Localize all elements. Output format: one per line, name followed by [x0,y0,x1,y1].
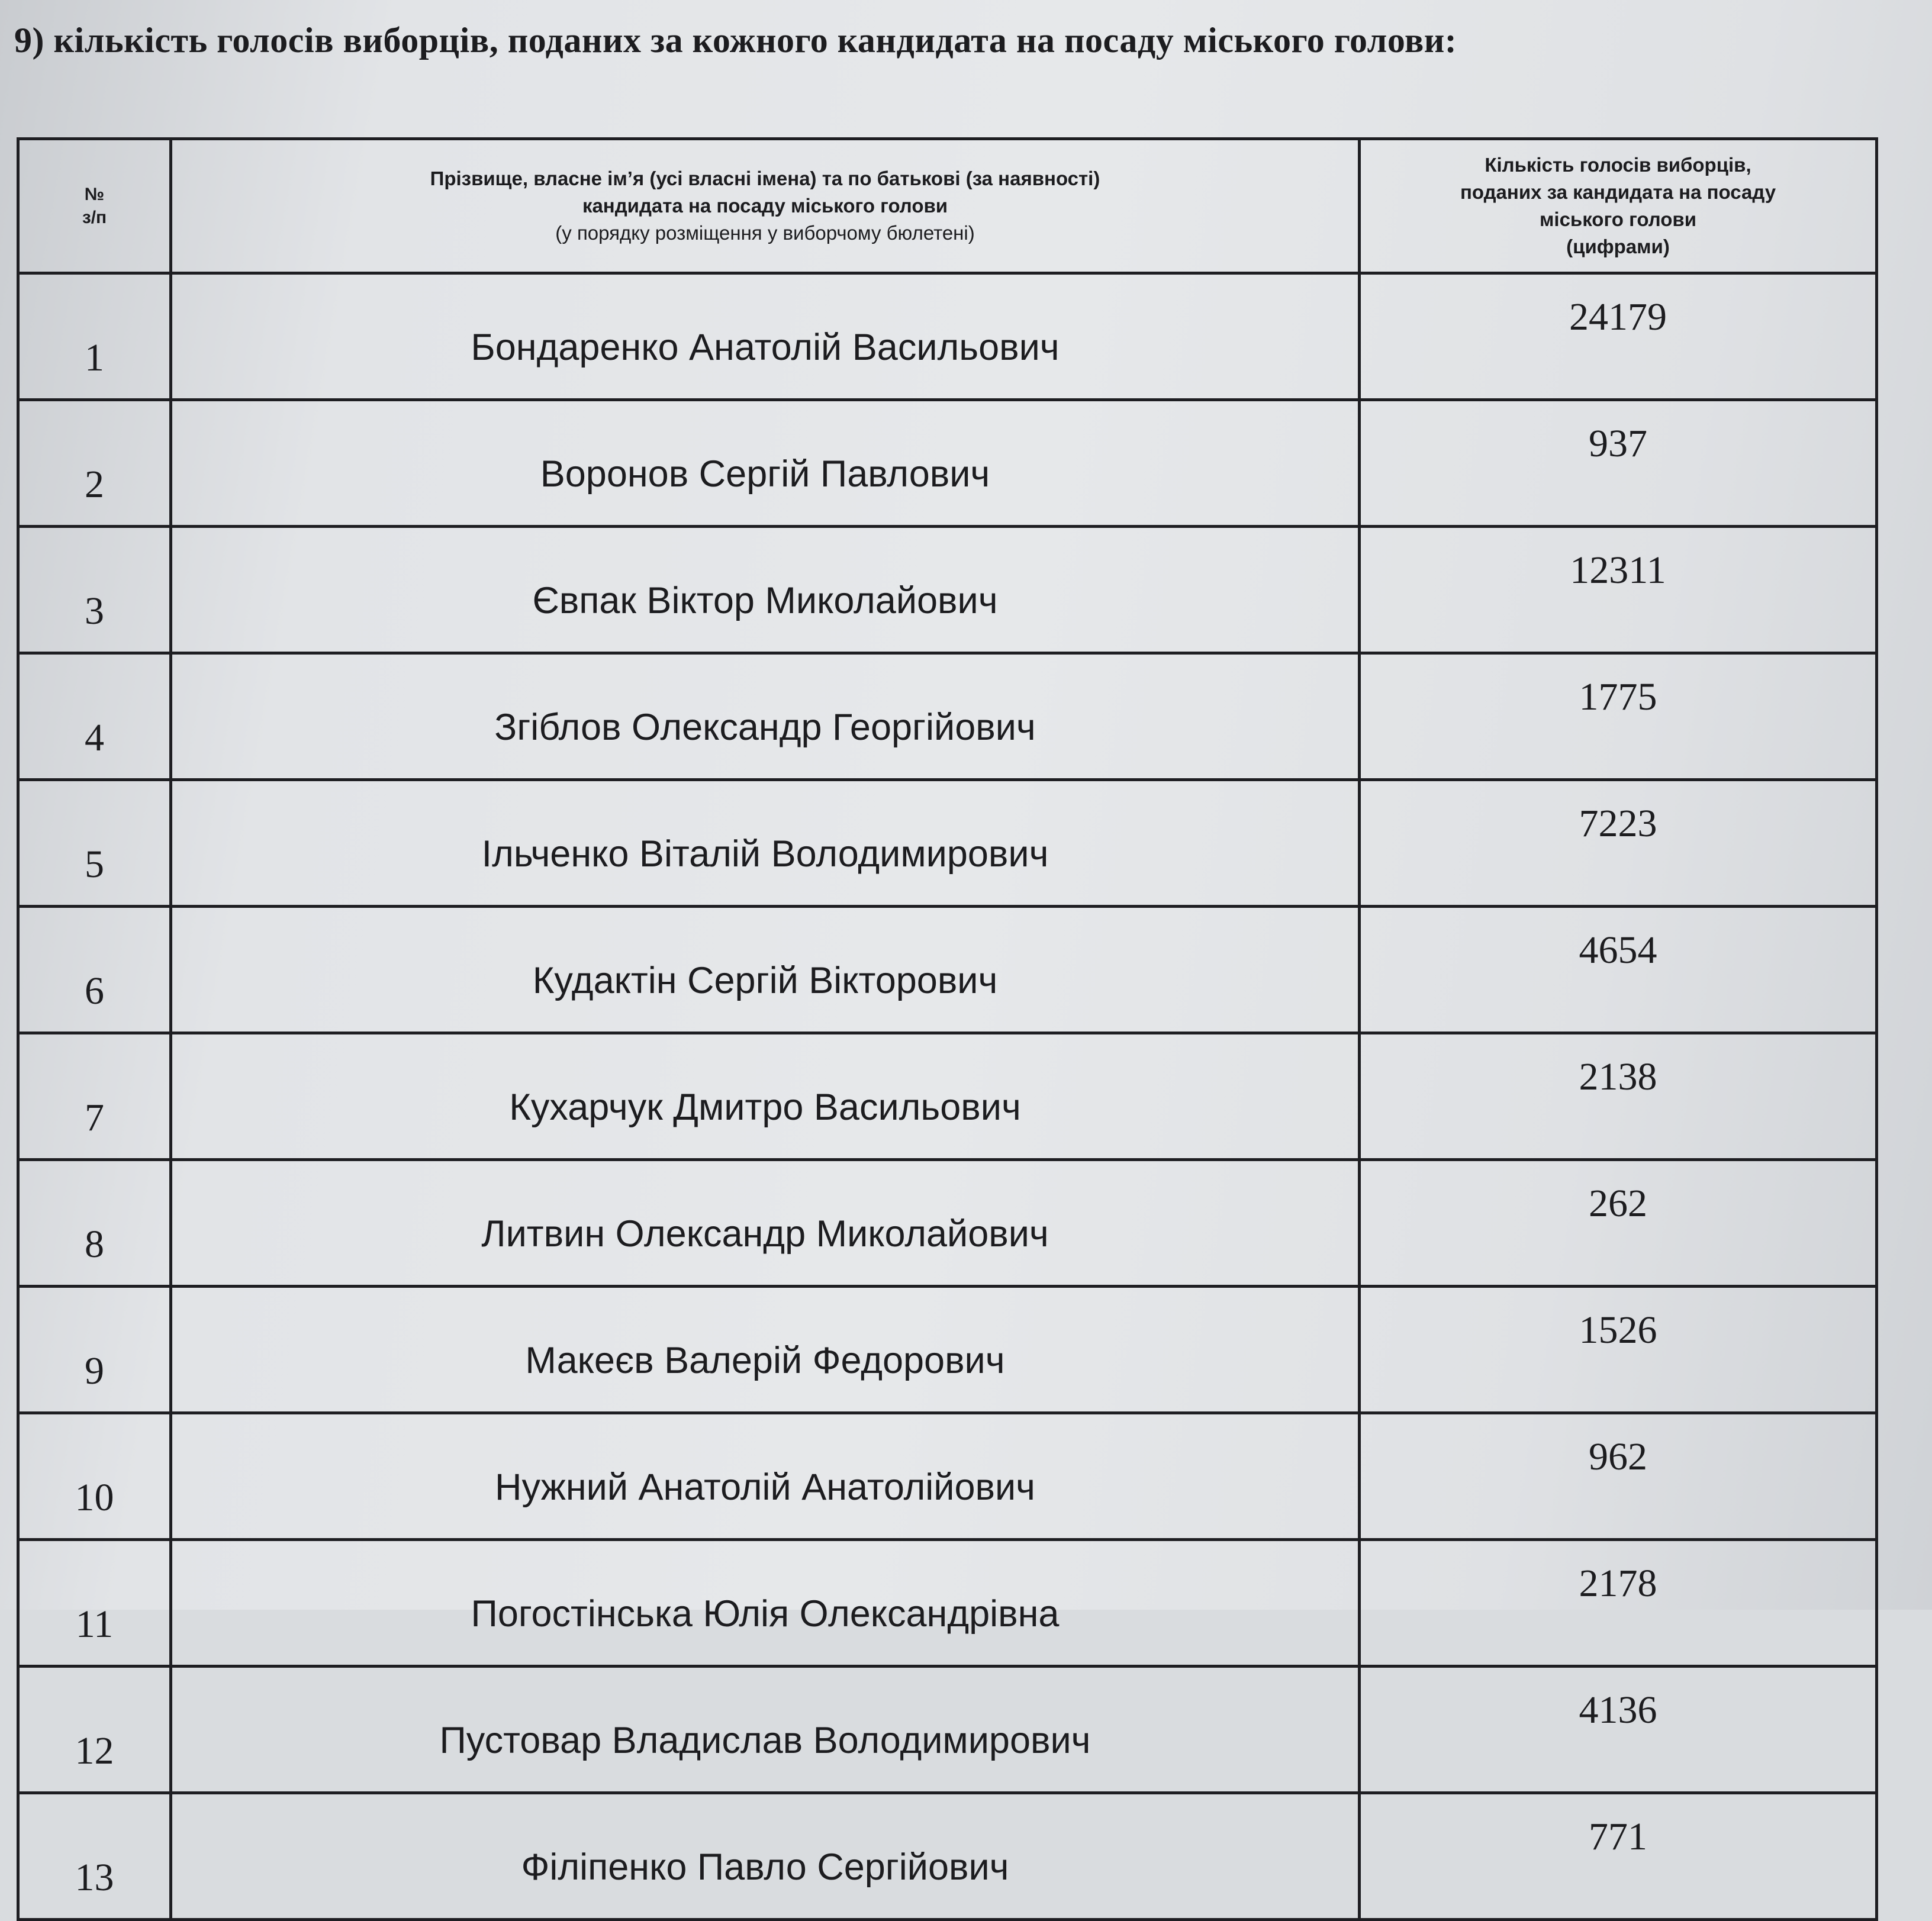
vote-count: 12311 [1360,527,1877,653]
table-row [18,273,1877,400]
table-row [18,653,1877,780]
vote-count: 4136 [1360,1667,1877,1793]
candidate-name: Кудактін Сергій Вікторович [171,907,1360,1033]
table-row [18,1793,1877,1920]
row-number: 2 [18,400,171,527]
candidate-name: Ільченко Віталій Володимирович [171,780,1360,907]
table-row [18,1033,1877,1160]
header-votes [1360,139,1877,273]
row-number: 9 [18,1287,171,1413]
candidate-name: Воронов Сергій Павлович [171,400,1360,527]
table-row [18,780,1877,907]
table-row [18,1540,1877,1667]
header-number-line: № [84,185,105,204]
row-number: 7 [18,1033,171,1160]
vote-count: 1775 [1360,653,1877,780]
vote-count: 262 [1360,1160,1877,1287]
candidate-name: Макеєв Валерій Федорович [171,1287,1360,1413]
candidate-name: Бондаренко Анатолій Васильович [171,273,1360,400]
table-row [18,1413,1877,1540]
row-number: 10 [18,1413,171,1540]
header-name-line: Прізвище, власне ім’я (усі власні імена) та по батькові (за наявності) [430,167,1100,189]
candidate-name: Пустовар Владислав Володимирович [171,1667,1360,1793]
vote-count: 962 [1360,1413,1877,1540]
section-heading: 9) кількість голосів виборців, поданих за кожного кандидата на посаду міського голови: [14,21,1457,60]
vote-count: 1526 [1360,1287,1877,1413]
vote-count: 7223 [1360,780,1877,907]
candidate-name: Євпак Віктор Миколайович [171,527,1360,653]
header-votes-line: міського голови [1540,208,1696,230]
row-number: 1 [18,273,171,400]
candidate-name: Філіпенко Павло Сергійович [171,1793,1360,1920]
vote-count: 24179 [1360,273,1877,400]
table-row [18,907,1877,1033]
table-row [18,1160,1877,1287]
row-number: 3 [18,527,171,653]
header-votes-line: поданих за кандидата на посаду [1460,181,1776,203]
table-row [18,400,1877,527]
header-votes-line: (цифрами) [1566,236,1670,258]
header-name-line: (у порядку розміщення у виборчому бюлетені) [555,222,975,244]
candidate-name: Погостінська Юлія Олександрівна [171,1540,1360,1667]
vote-count: 4654 [1360,907,1877,1033]
row-number: 6 [18,907,171,1033]
row-number: 4 [18,653,171,780]
vote-count: 2138 [1360,1033,1877,1160]
header-candidate-name [171,139,1360,273]
vote-count: 937 [1360,400,1877,527]
vote-count: 771 [1360,1793,1877,1920]
candidate-name: Згіблов Олександр Георгійович [171,653,1360,780]
row-number: 5 [18,780,171,907]
vote-count: 2178 [1360,1540,1877,1667]
candidate-votes-table [17,137,1878,1921]
row-number: 11 [18,1540,171,1667]
header-number-line: з/п [82,208,107,227]
table-row [18,1667,1877,1793]
header-number [18,139,171,273]
candidate-name: Нужний Анатолій Анатолійович [171,1413,1360,1540]
header-name-line: кандидата на посаду міського голови [582,194,948,217]
row-number: 12 [18,1667,171,1793]
table-row [18,527,1877,653]
candidate-name: Кухарчук Дмитро Васильович [171,1033,1360,1160]
table-header-row [18,139,1877,273]
header-votes-line: Кількість голосів виборців, [1485,153,1751,176]
candidate-name: Литвин Олександр Миколайович [171,1160,1360,1287]
row-number: 13 [18,1793,171,1920]
table-row [18,1287,1877,1413]
row-number: 8 [18,1160,171,1287]
